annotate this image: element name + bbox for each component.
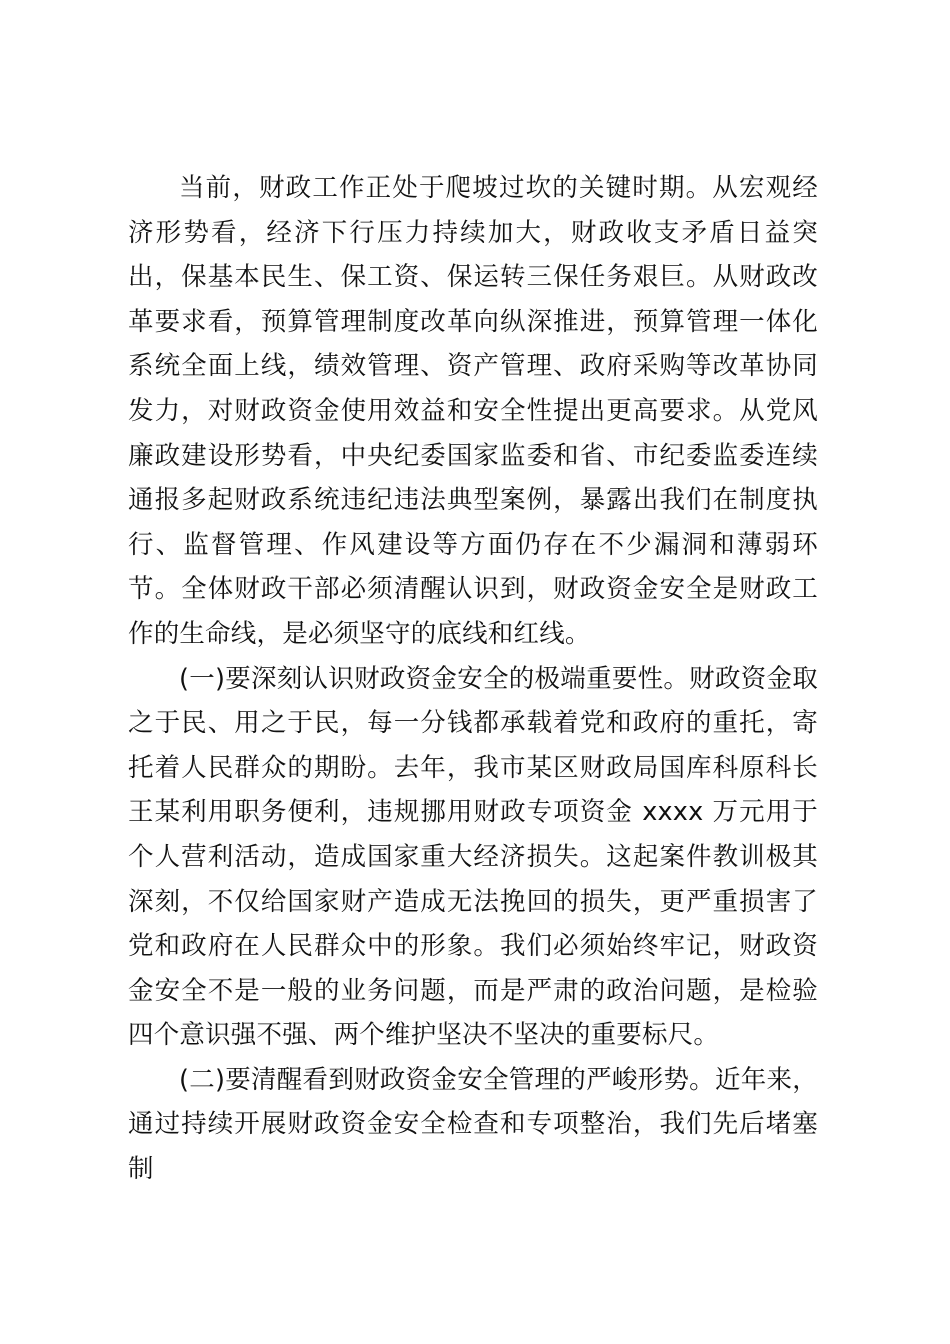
document-body bbox=[128, 166, 818, 1192]
paragraph-section-1: (一)要深刻认识财政资金安全的极端重要性。财政资金取之于民、用之于民，每一分钱都承载着党和政府的重托，寄托着人民群众的期盼。去年，我市某区财政局国库科原科长王某利用职务便利，违规挪用财政专项资金 xxxx 万元用于个人营利活动，造成国家重大经济损失。这起案件教训极其深刻，不仅给国家财产造成无法挽回的损失，更严重损害了党和政府在人民群众中的形象。我们必须始终牢记，财政资金安全不是一般的业务问题，而是严肃的政治问题，是检验四个意识强不强、两个维护坚决不坚决的重要标尺。 bbox=[128, 663, 818, 1051]
paragraph-section-2: (二)要清醒看到财政资金安全管理的严峻形势。近年来，通过持续开展财政资金安全检查和专项整治，我们先后堵塞制 bbox=[128, 1064, 818, 1185]
paragraph-intro: 当前，财政工作正处于爬坡过坎的关键时期。从宏观经济形势看，经济下行压力持续加大，财政收支矛盾日益突出，保基本民生、保工资、保运转三保任务艰巨。从财政改革要求看，预算管理制度改革向纵深推进，预算管理一体化系统全面上线，绩效管理、资产管理、政府采购等改革协同发力，对财政资金使用效益和安全性提出更高要求。从党风廉政建设形势看，中央纪委国家监委和省、市纪委监委连续通报多起财政系统违纪违法典型案例，暴露出我们在制度执行、监督管理、作风建设等方面仍存在不少漏洞和薄弱环节。全体财政干部必须清醒认识到，财政资金安全是财政工作的生命线，是必须坚守的底线和红线。 bbox=[128, 173, 818, 649]
